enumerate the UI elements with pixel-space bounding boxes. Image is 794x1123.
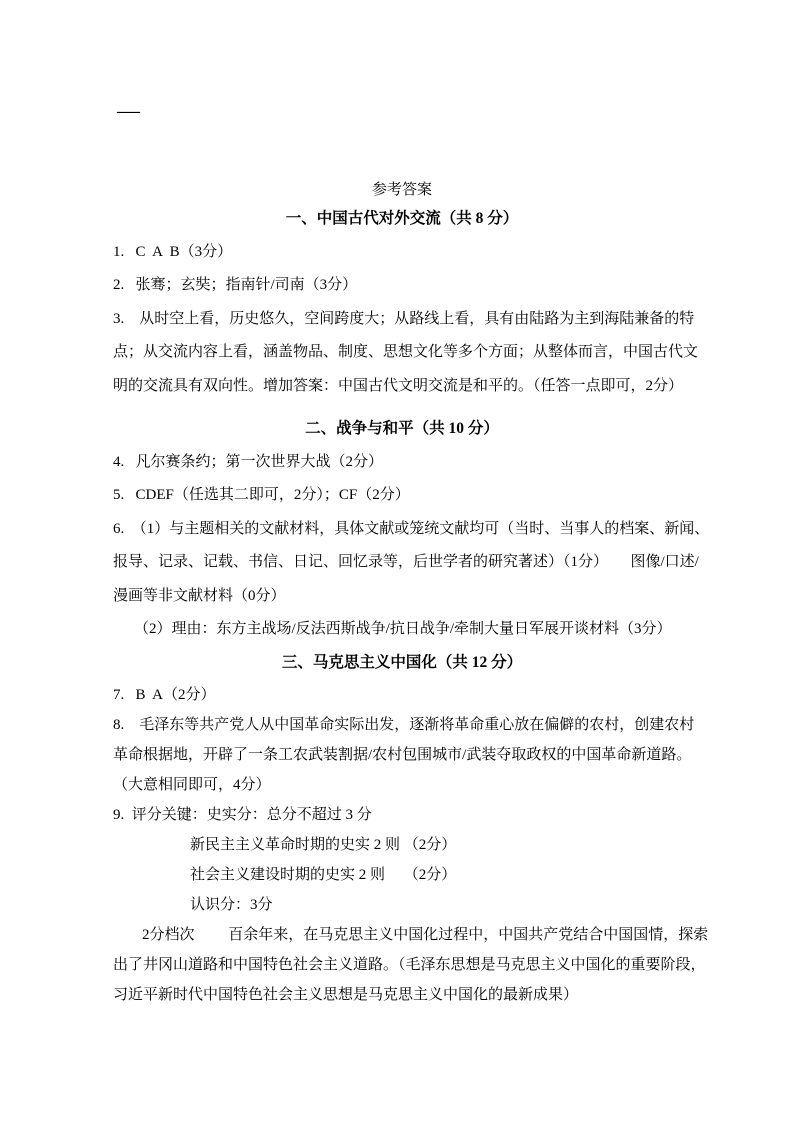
- answer-9-criterion-2: 社会主义建设时期的史实 2 则 （2分）: [190, 867, 457, 884]
- answer-8-line-2: 革命根据地，开辟了一条工农武装割据/农村包围城市/武装夺取政权的中国革命新道路。: [113, 747, 692, 764]
- answer-key-content: [113, 0, 710, 1010]
- answer-9-criterion-3: 认识分：3分: [190, 897, 273, 914]
- answer-9-criterion-1: 新民主主义革命时期的史实 2 则 （2分）: [190, 837, 457, 854]
- answer-6-part-2: （2）理由：东方主战场/反法西斯战争/抗日战争/牵制大量日军展开谈材料（3分）: [134, 621, 672, 638]
- section-war-and-peace: [113, 412, 710, 646]
- answer-3-line-1: 3. 从时空上看，历史悠久，空间跨度大；从路线上看，具有由陆路为主到海陆兼备的特: [113, 310, 695, 327]
- answer-2: 2. 张骞；玄奘；指南针/司南（3分）: [113, 277, 358, 294]
- section-3-heading: 三、马克思主义中国化（共 12 分）: [281, 654, 523, 672]
- answer-6-line-2: 报导、记录、记载、书信、日记、回忆录等，后世学者的研究著述）（1分） 图像/口述/: [113, 554, 699, 571]
- dash-mark: —: [117, 98, 140, 123]
- answer-3-line-3: 明的交流具有双向性。增加答案：中国古代文明交流是和平的。（任答一点即可，2分）: [113, 377, 684, 394]
- section-ancient-china-exchange: [113, 202, 699, 403]
- answer-9-sample-line-1: 2分档次 百余年来，在马克思主义中国化过程中，中国共产党结合中国国情，探索: [142, 927, 709, 944]
- answer-8-line-3: （大意相同即可，4分）: [113, 777, 271, 794]
- answer-1: 1. C A B（3分）: [113, 244, 233, 260]
- answer-7: 7. B A（2分）: [113, 687, 216, 704]
- answer-9-sample-line-3: 习近平新时代中国特色社会主义思想是马克思主义中国化的最新成果）: [113, 987, 579, 1004]
- section-marxism-sinicization: [113, 646, 709, 1010]
- answer-6-line-3: 漫画等非文献材料（0分）: [113, 587, 286, 604]
- answer-5: 5. CDEF（任选其二即可，2分）；CF（2分）: [113, 487, 410, 504]
- section-1-heading: 一、中国古代对外交流（共 8 分）: [285, 210, 519, 227]
- answer-6-line-1: 6. （1）与主题相关的文献材料，具体文献或笼统文献均可（当时、当事人的档案、新闻、: [113, 520, 710, 537]
- answer-8-line-1: 8. 毛泽东等共产党人从中国革命实际出发，逐渐将革命重心放在偏僻的农村，创建农村: [113, 717, 695, 734]
- page-title: 参考答案: [371, 182, 432, 198]
- answer-4: 4. 凡尔赛条约；第一次世界大战（2分）: [113, 454, 384, 471]
- answer-9-sample-line-2: 出了井冈山道路和中国特色社会主义道路。（毛泽东思想是马克思主义中国化的重要阶段，: [113, 957, 706, 974]
- answer-3-line-2: 点；从交流内容上看，涵盖物品、制度、思想文化等多个方面；从整体而言，中国古代文: [113, 344, 699, 361]
- answer-9-scoring-key: 9. 评分关键：史实分：总分不超过 3 分: [113, 807, 372, 824]
- section-2-heading: 二、战争与和平（共 10 分）: [305, 420, 499, 438]
